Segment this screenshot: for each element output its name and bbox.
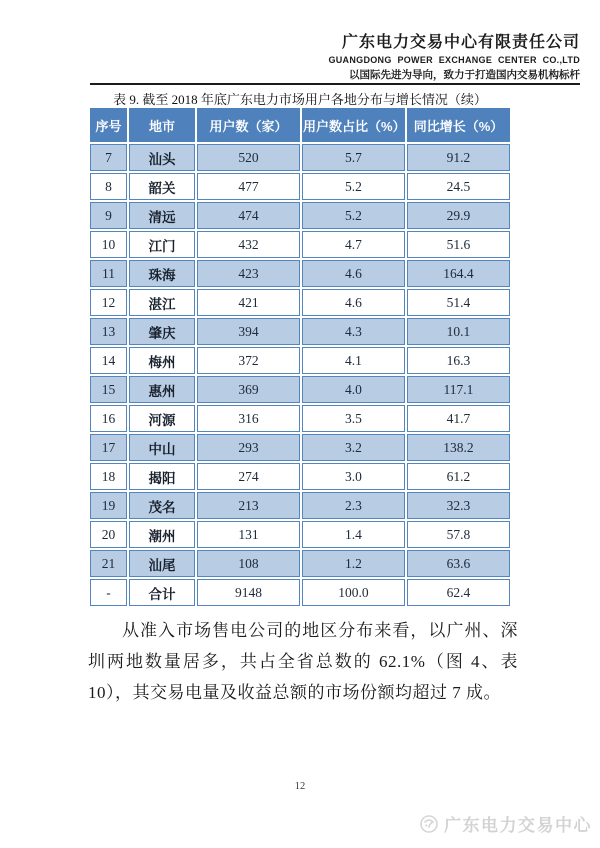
table-cell: 合计 xyxy=(129,579,195,606)
company-name-en: GUANGDONG POWER EXCHANGE CENTER CO.,LTD xyxy=(328,55,580,65)
table-cell: 57.8 xyxy=(407,521,510,548)
table-cell: 372 xyxy=(197,347,300,374)
table-cell: 117.1 xyxy=(407,376,510,403)
table-row xyxy=(90,173,510,200)
table-row xyxy=(90,492,510,519)
table-cell: 8 xyxy=(90,173,127,200)
column-header-user-count: 用户数（家） xyxy=(197,108,300,142)
footer-logo xyxy=(419,811,592,836)
table-row xyxy=(90,434,510,461)
column-header-user-share: 用户数占比（%） xyxy=(302,108,405,142)
table-title: 表 9. 截至 2018 年底广东电力市场用户各地分布与增长情况（续） xyxy=(113,92,487,107)
company-header xyxy=(328,34,580,82)
table-row xyxy=(90,463,510,490)
table-row xyxy=(90,521,510,548)
table-cell: 16.3 xyxy=(407,347,510,374)
table-cell: 91.2 xyxy=(407,144,510,171)
table-cell: 4.6 xyxy=(302,260,405,287)
table-cell: 15 xyxy=(90,376,127,403)
table-cell: 20 xyxy=(90,521,127,548)
table-row xyxy=(90,144,510,171)
table-cell: 394 xyxy=(197,318,300,345)
table-body xyxy=(90,144,510,606)
table-row xyxy=(90,376,510,403)
table-cell: - xyxy=(90,579,127,606)
table-cell: 520 xyxy=(197,144,300,171)
page-number: 12 xyxy=(294,781,306,792)
table-cell: 5.7 xyxy=(302,144,405,171)
table-cell: 4.0 xyxy=(302,376,405,403)
table-cell: 108 xyxy=(197,550,300,577)
user-distribution-table xyxy=(88,106,512,608)
table-row xyxy=(90,289,510,316)
table-cell: 湛江 xyxy=(129,289,195,316)
table-cell: 17 xyxy=(90,434,127,461)
table-cell: 汕尾 xyxy=(129,550,195,577)
table-cell: 3.5 xyxy=(302,405,405,432)
table-header-row xyxy=(90,108,510,142)
table-cell: 潮州 xyxy=(129,521,195,548)
table-cell: 4.6 xyxy=(302,289,405,316)
table-cell: 1.4 xyxy=(302,521,405,548)
table-cell: 421 xyxy=(197,289,300,316)
table-cell: 茂名 xyxy=(129,492,195,519)
table-cell: 河源 xyxy=(129,405,195,432)
table-cell: 7 xyxy=(90,144,127,171)
table-cell: 131 xyxy=(197,521,300,548)
table-cell: 41.7 xyxy=(407,405,510,432)
table-cell: 4.3 xyxy=(302,318,405,345)
table-cell: 12 xyxy=(90,289,127,316)
table-cell: 10.1 xyxy=(407,318,510,345)
table-cell: 61.2 xyxy=(407,463,510,490)
table-cell: 100.0 xyxy=(302,579,405,606)
body-paragraph: 从准入市场售电公司的地区分布来看，以广州、深圳两地数量居多，共占全省总数的 62.1%（图 4、表 10），其交易电量及收益总额的市场份额均超过 7 成。 xyxy=(88,621,518,702)
column-header-yoy-growth: 同比增长（%） xyxy=(407,108,510,142)
table-cell: 5.2 xyxy=(302,202,405,229)
table-cell: 63.6 xyxy=(407,550,510,577)
table-row xyxy=(90,231,510,258)
table-row xyxy=(90,579,510,606)
table-cell: 477 xyxy=(197,173,300,200)
table-cell: 316 xyxy=(197,405,300,432)
table-cell: 474 xyxy=(197,202,300,229)
table-cell: 清远 xyxy=(129,202,195,229)
table-cell: 32.3 xyxy=(407,492,510,519)
table-cell: 江门 xyxy=(129,231,195,258)
column-header-city: 地市 xyxy=(129,108,195,142)
table-cell: 10 xyxy=(90,231,127,258)
table-row xyxy=(90,550,510,577)
table-cell: 4.1 xyxy=(302,347,405,374)
table-cell: 369 xyxy=(197,376,300,403)
table-cell: 432 xyxy=(197,231,300,258)
table-cell: 14 xyxy=(90,347,127,374)
table-cell: 3.2 xyxy=(302,434,405,461)
table-cell: 29.9 xyxy=(407,202,510,229)
table-row xyxy=(90,202,510,229)
table-cell: 24.5 xyxy=(407,173,510,200)
table-cell: 肇庆 xyxy=(129,318,195,345)
table-cell: 138.2 xyxy=(407,434,510,461)
table-row xyxy=(90,318,510,345)
table-row xyxy=(90,260,510,287)
exchange-center-logo-icon xyxy=(419,814,439,834)
table-cell: 珠海 xyxy=(129,260,195,287)
company-tagline: 以国际先进为导向，致力于打造国内交易机构标杆 xyxy=(349,69,580,81)
table-cell: 惠州 xyxy=(129,376,195,403)
table-cell: 梅州 xyxy=(129,347,195,374)
table-cell: 3.0 xyxy=(302,463,405,490)
table-cell: 51.4 xyxy=(407,289,510,316)
table-cell: 51.6 xyxy=(407,231,510,258)
footer-logo-text: 广东电力交易中心 xyxy=(444,816,592,835)
column-header-index: 序号 xyxy=(90,108,127,142)
table-cell: 4.7 xyxy=(302,231,405,258)
table-cell: 揭阳 xyxy=(129,463,195,490)
table-cell: 62.4 xyxy=(407,579,510,606)
table-cell: 2.3 xyxy=(302,492,405,519)
table-cell: 9148 xyxy=(197,579,300,606)
header-divider xyxy=(90,83,580,85)
table-cell: 韶关 xyxy=(129,173,195,200)
table-cell: 164.4 xyxy=(407,260,510,287)
company-name-cn: 广东电力交易中心有限责任公司 xyxy=(341,34,580,51)
table-cell: 274 xyxy=(197,463,300,490)
table-cell: 5.2 xyxy=(302,173,405,200)
table-cell: 11 xyxy=(90,260,127,287)
table-cell: 16 xyxy=(90,405,127,432)
table-cell: 1.2 xyxy=(302,550,405,577)
table-row xyxy=(90,347,510,374)
table-cell: 13 xyxy=(90,318,127,345)
table-cell: 中山 xyxy=(129,434,195,461)
table-cell: 293 xyxy=(197,434,300,461)
table-cell: 18 xyxy=(90,463,127,490)
table-cell: 423 xyxy=(197,260,300,287)
table-cell: 21 xyxy=(90,550,127,577)
table-cell: 汕头 xyxy=(129,144,195,171)
table-row xyxy=(90,405,510,432)
table-cell: 213 xyxy=(197,492,300,519)
table-cell: 19 xyxy=(90,492,127,519)
table-cell: 9 xyxy=(90,202,127,229)
